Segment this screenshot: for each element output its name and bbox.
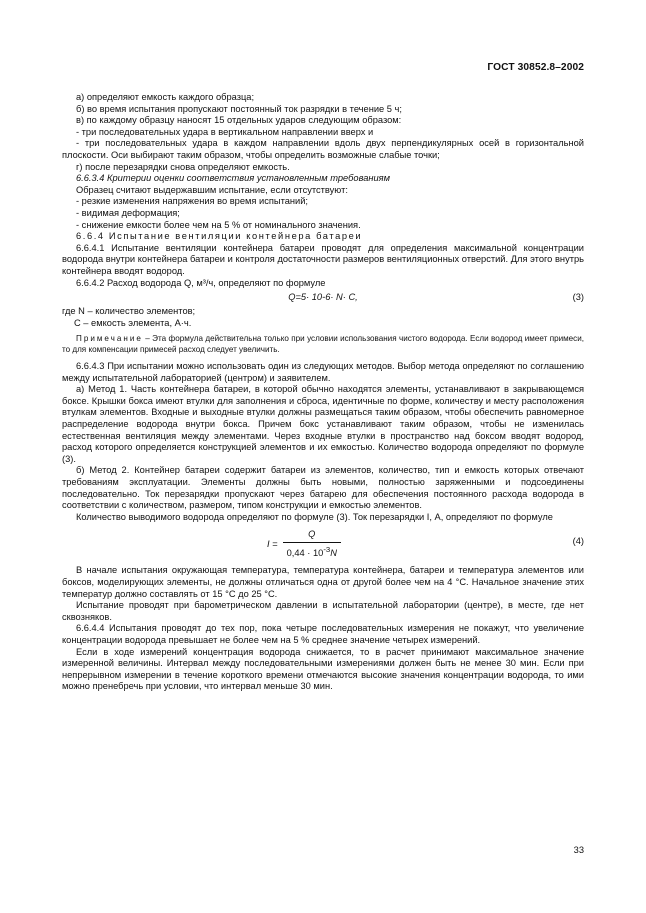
note-text: – Эта формула действительна только при условии использования чистого водорода. Если водород имеет примеси, то для компенсации примесей расход следует увеличить. (62, 334, 584, 354)
document-body (62, 92, 584, 693)
legend-n: где N – количество элементов; (62, 306, 196, 317)
note-label: Примечание (76, 334, 143, 344)
denominator-base: 0,44 · 10 (286, 548, 324, 559)
paragraph: 6.6.4.1 Испытание вентиляции контейнера батареи проводят для определения максимальной концентрации водорода внутри контейнера батареи и контроля достаточности размеров вентиляционных отверстий. Для этого внутрь контейнера вводят водород. (62, 242, 584, 276)
formula-4-lhs: I = (267, 538, 278, 549)
formula-legend (62, 306, 584, 329)
section-heading: 6.6.4 Испытание вентиляции контейнера батареи (76, 231, 363, 242)
paragraph: 6.6.4.3 При испытании можно использовать один из следующих методов. Выбор метода определяют по соглашению между испытательной лабораторией (центром) и заявителем. (62, 361, 584, 383)
text-line: - резкие изменения напряжения во время испытаний; (76, 196, 308, 207)
paragraph: 6.6.4.4 Испытания проводят до тех пор, пока четыре последовательных измерения не покажут, что увеличение концентрации водорода превышает не более чем на 5 % среднее значение четырех измерений. (62, 623, 584, 645)
formula-4-expression (267, 529, 341, 559)
formula-4-number: (4) (572, 536, 584, 547)
paragraph: а) Метод 1. Часть контейнера батареи, в которой обычно находятся элементы, устанавливают в закрывающемся боксе. Крышки бокса имеют втулки для заполнения и сброса, идентичные по форме, количеству и месту расположения втулкам элементов. Входные и выходные втулки должны размещаться таким образом, чтобы обеспечить равномерное распределение водорода внутри бокса. Причем бокс устанавливают таким образом, чтобы не изменилась естественная вентиляция между элементами. Через входные втулки в пространство над боксом вводят водород, расход которого определяется конструкцией элементов и их емкостью. Количество водорода определяют по формуле (3). (62, 384, 584, 464)
text-line: в) по каждому образцу наносят 15 отдельных ударов следующим образом: (76, 115, 402, 126)
denominator-exponent: -3 (323, 545, 331, 554)
paragraph: Испытание проводят при барометрическом давлении в испытательной лаборатории (центре), в месте, где нет сквозняков. (62, 600, 584, 622)
paragraph: Если в ходе измерений концентрация водорода снижается, то в расчет принимают максимальное значение измеренной величины. Интервал между последовательными измерениями должен быть не менее 30 мин. Если при непрерывном измерении в течение короткого времени отмечаются высокие значения концентрации водорода, то ими можно пренебречь при условии, что интервал меньше 30 мин. (62, 646, 584, 692)
formula-4 (62, 527, 584, 559)
legend-c: C – емкость элемента, А·ч. (74, 317, 192, 328)
page-number: 33 (573, 845, 584, 855)
paragraph: Количество выводимого водорода определяют по формуле (3). Ток перезарядки I, А, определяют по формуле (76, 511, 553, 522)
text-line: - снижение емкости более чем на 5 % от номинального значения. (76, 219, 361, 230)
formula-4-denominator (283, 542, 341, 560)
formula-4-numerator: Q (308, 529, 316, 540)
paragraph: В начале испытания окружающая температура, температура контейнера, батареи и температура элементов или боксов, моделирующих элементы, не должны отличаться одна от другой более чем на 4 °С. Начальное значение этих температур должно составлять от 15 °С до 25 °С. (62, 565, 584, 599)
formula-3-expression: Q=5· 10-6· N· C, (288, 292, 358, 303)
paragraph: 6.6.4.2 Расход водорода Q, м³/ч, определяют по формуле (76, 277, 326, 288)
formula-3 (62, 292, 584, 304)
document-code: ГОСТ 30852.8–2002 (487, 62, 584, 73)
text-line: б) во время испытания пропускают постоянный ток разрядки в течение 5 ч; (76, 103, 402, 114)
formula-4-fraction (283, 529, 341, 559)
note (62, 334, 584, 355)
text-line: - три последовательных удара в каждом направлении вдоль двух перпендикулярных осей в горизонтальной плоскости. Оси выбирают таким образом, чтобы определить возможные слабые точки; (62, 138, 584, 160)
section-heading: 6.6.3.4 Критерии оценки соответствия установленным требованиям (76, 173, 391, 184)
formula-3-number: (3) (572, 292, 584, 303)
text-line: - три последовательных удара в вертикальном направлении вверх и (76, 126, 374, 137)
text-line: Образец считают выдержавшим испытание, если отсутствуют: (76, 184, 348, 195)
text-line: а) определяют емкость каждого образца; (76, 92, 255, 102)
text-line: г) после перезарядки снова определяют емкость. (76, 161, 290, 172)
text-line: - видимая деформация; (76, 207, 180, 218)
denominator-variable: N (330, 548, 337, 559)
paragraph: б) Метод 2. Контейнер батареи содержит батареи из элементов, количество, тип и емкость которых отвечают требованиям эксплуатации. Элементы должны быть новыми, полностью заряженными и подсоединены последовательно. Ток перезарядки пропускают через батарею для обеспечения постоянного расхода водорода в соответствии с количеством, размером, типом конструкции и емкостью элементов. (62, 465, 584, 511)
